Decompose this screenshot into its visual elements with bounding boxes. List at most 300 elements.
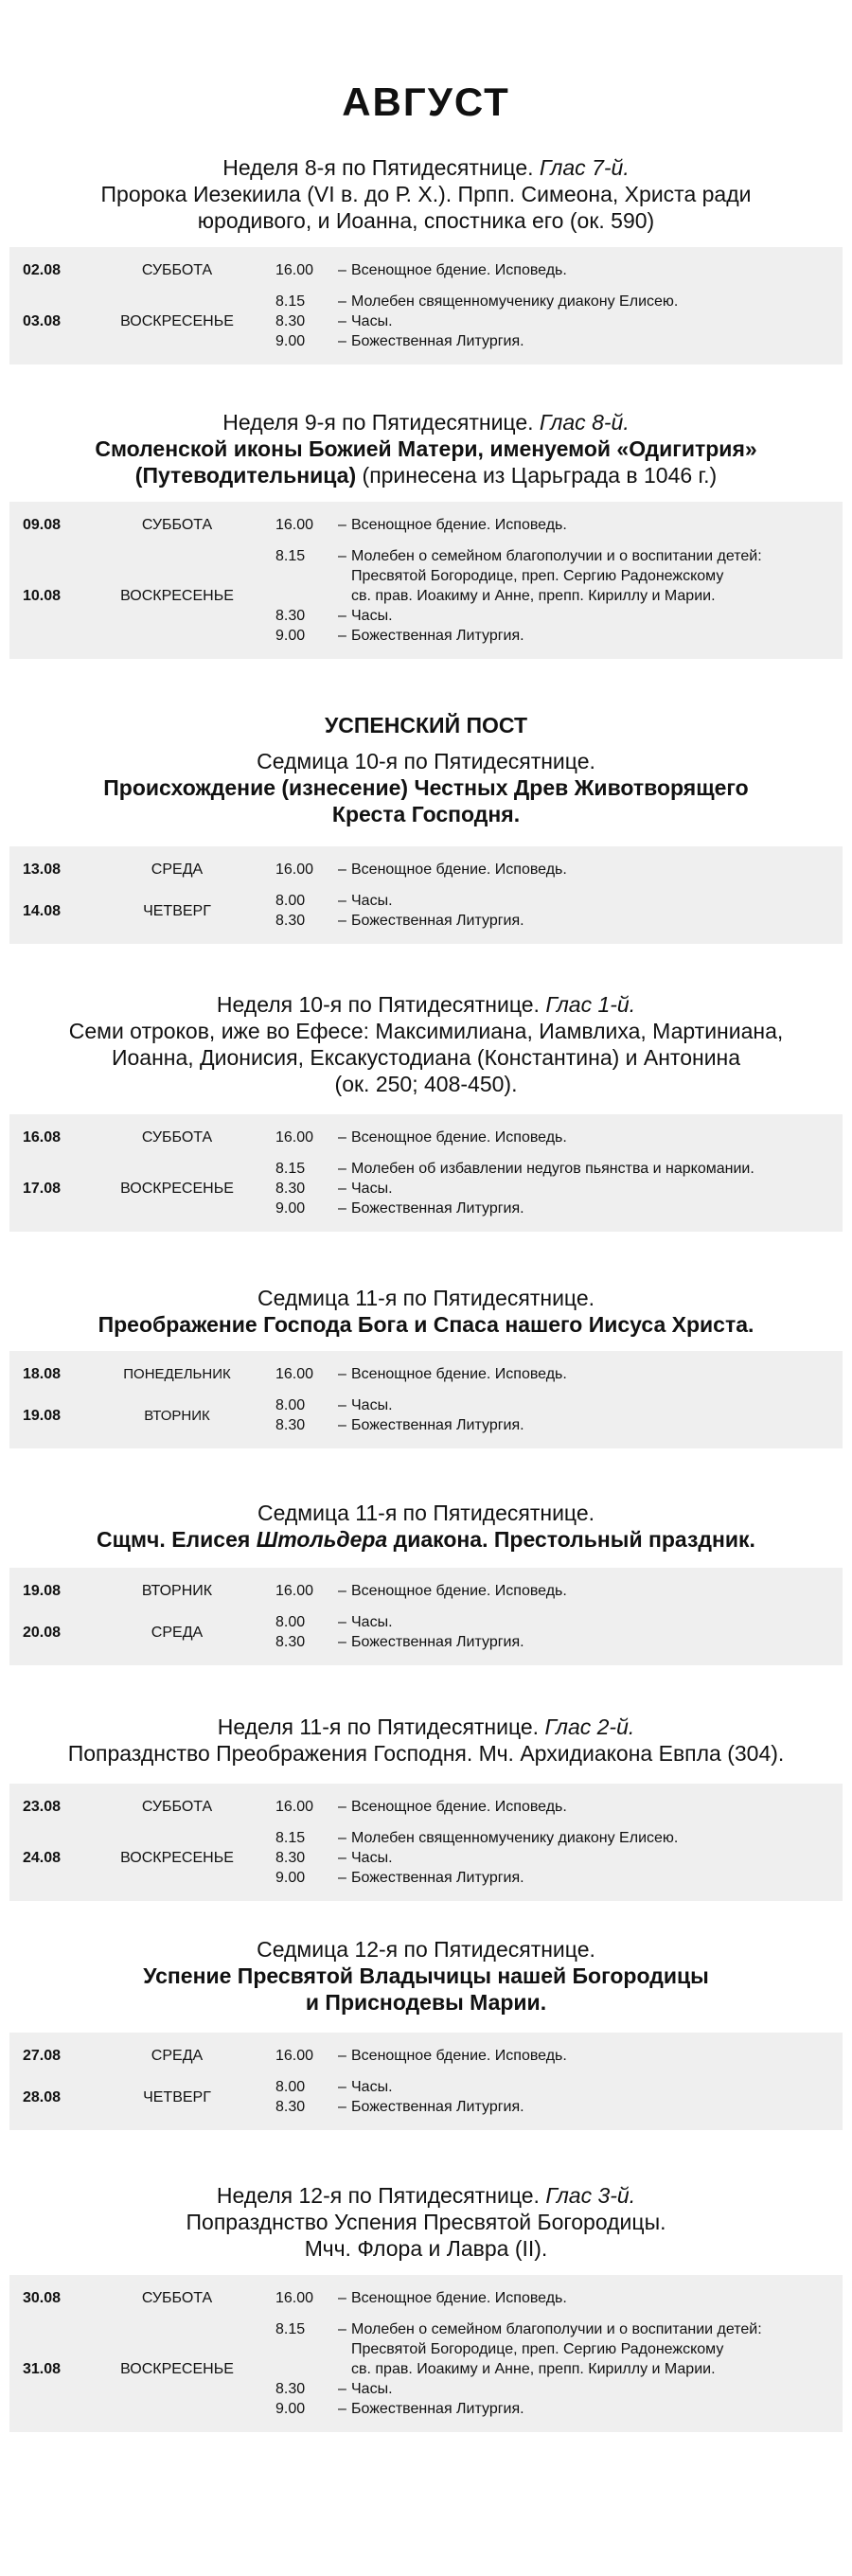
service-time: 9.00: [275, 1200, 306, 1217]
service-description: [338, 1364, 843, 1384]
header-text: Неделя 9-я по Пятидесятнице.: [222, 410, 540, 435]
service-text: Божественная Литургия.: [351, 913, 524, 929]
dash: –: [338, 1181, 346, 1197]
service-description: [338, 1179, 843, 1199]
service-description: [338, 2077, 843, 2097]
service-list: [260, 2046, 843, 2066]
weekday: ВОСКРЕСЕНЬЕ: [120, 588, 234, 604]
header-line: [38, 1963, 814, 1989]
header-line: [38, 409, 814, 435]
service-time: 8.30: [275, 1417, 306, 1433]
header-line: [38, 462, 814, 489]
dash: –: [338, 2079, 346, 2095]
section: [0, 1285, 852, 1448]
service-list: [260, 1159, 843, 1218]
date: 13.08: [23, 862, 62, 878]
service-text: Всенощное бдение. Исповедь.: [351, 1583, 567, 1599]
dash: –: [338, 1366, 346, 1382]
header-text: Неделя 10-я по Пятидесятнице.: [216, 992, 546, 1017]
dash: –: [338, 893, 346, 909]
service-description: [338, 1632, 843, 1652]
service-entry: [260, 2097, 843, 2117]
dash: –: [338, 608, 346, 624]
schedule-day: [9, 2046, 843, 2066]
service-entry: [260, 626, 843, 646]
date: 19.08: [23, 1583, 62, 1599]
header-text: Неделя 8-я по Пятидесятнице.: [222, 155, 540, 180]
service-list: [260, 1612, 843, 1652]
service-text: Всенощное бдение. Исповедь.: [351, 1129, 567, 1146]
section-header: [0, 1714, 852, 1767]
schedule-day: [9, 546, 843, 646]
service-text: Всенощное бдение. Исповедь.: [351, 2290, 567, 2306]
service-description: [338, 1415, 843, 1435]
service-entry: [260, 1364, 843, 1384]
section-header: [0, 1500, 852, 1553]
dash: –: [338, 517, 346, 533]
section-header: [0, 154, 852, 234]
service-description: [338, 260, 843, 280]
service-text: Молебен священномученику диакону Елисею.: [351, 1830, 679, 1846]
service-text: Всенощное бдение. Исповедь.: [351, 2048, 567, 2064]
month-title: АВГУСТ: [342, 80, 510, 124]
service-text: Часы.: [351, 1181, 393, 1197]
section-header: [0, 748, 852, 827]
header-text: Попразднство Успения Пресвятой Богородицы.: [186, 2210, 666, 2234]
header-text: Глас 8-й.: [539, 410, 630, 435]
header-text: Неделя 11-я по Пятидесятнице.: [217, 1714, 545, 1739]
section-header: [0, 2182, 852, 2262]
schedule-block: [9, 1351, 843, 1448]
service-description: [338, 1159, 843, 1179]
dash: –: [338, 1161, 346, 1177]
header-line: [38, 154, 814, 181]
service-text: Пресвятой Богородице, преп. Сергию Радонежскому: [351, 568, 724, 584]
dash: –: [338, 1397, 346, 1413]
section: [0, 1936, 852, 2130]
date: 10.08: [23, 588, 62, 604]
service-entry: [260, 311, 843, 331]
service-time: 9.00: [275, 2401, 306, 2417]
dash: –: [338, 548, 346, 564]
schedule-day: [9, 2288, 843, 2308]
service-description: [338, 292, 843, 311]
service-text: Божественная Литургия.: [351, 1634, 524, 1650]
header-text: Происхождение (изнесение) Честных Древ Животворящего: [103, 775, 749, 800]
schedule-day: [9, 515, 843, 535]
service-description: [338, 1828, 843, 1848]
header-text: Попразднство Преображения Господня. Мч. Архидиакона Евпла (304).: [67, 1741, 785, 1766]
service-entry: [260, 1848, 843, 1868]
section: [0, 2182, 852, 2432]
header-text: (ок. 250; 408-450).: [334, 1072, 518, 1096]
dash: –: [338, 2048, 346, 2064]
service-description: [338, 2319, 843, 2379]
service-text: Часы.: [351, 2381, 393, 2397]
service-list: [260, 1828, 843, 1888]
service-list: [260, 292, 843, 351]
weekday: ЧЕТВЕРГ: [143, 2088, 211, 2105]
header-text: (принесена из Царьграда в 1046 г.): [356, 463, 718, 488]
service-time: 8.15: [275, 293, 306, 310]
date: 18.08: [23, 1366, 62, 1382]
dash: –: [338, 1870, 346, 1886]
dash: –: [338, 2321, 346, 2337]
header-line: [38, 2182, 814, 2209]
service-entry: [260, 546, 843, 606]
service-list: [260, 1395, 843, 1435]
header-line: [38, 774, 814, 801]
service-time: 9.00: [275, 628, 306, 644]
header-line: [38, 748, 814, 774]
section: [0, 1500, 852, 1665]
service-text: Божественная Литургия.: [351, 1417, 524, 1433]
header-text: Седмица 12-я по Пятидесятнице.: [257, 1937, 595, 1962]
header-line: [38, 1936, 814, 1963]
service-text: Божественная Литургия.: [351, 333, 524, 349]
dash: –: [338, 1799, 346, 1815]
section: [0, 712, 852, 944]
service-list: [260, 860, 843, 879]
weekday: ВТОРНИК: [144, 1407, 210, 1424]
date: 14.08: [23, 902, 62, 919]
date: 31.08: [23, 2361, 62, 2377]
schedule-day: [9, 1395, 843, 1435]
service-entry: [260, 860, 843, 879]
schedule-day: [9, 2077, 843, 2117]
service-description: [338, 515, 843, 535]
schedule-day: [9, 1159, 843, 1218]
service-time: 16.00: [275, 1583, 314, 1599]
service-entry: [260, 1395, 843, 1415]
header-text: Неделя 12-я по Пятидесятнице.: [216, 2183, 546, 2208]
header-text: Глас 3-й.: [545, 2183, 636, 2208]
service-list: [260, 1797, 843, 1817]
service-time: 16.00: [275, 1366, 314, 1382]
service-entry: [260, 1179, 843, 1199]
service-entry: [260, 1797, 843, 1817]
service-description: [338, 860, 843, 879]
service-description: [338, 911, 843, 931]
service-time: 8.30: [275, 313, 306, 329]
service-entry: [260, 515, 843, 535]
service-time: 8.30: [275, 1634, 306, 1650]
date: 24.08: [23, 1850, 62, 1866]
service-entry: [260, 2288, 843, 2308]
service-description: [338, 606, 843, 626]
service-time: 8.30: [275, 1850, 306, 1866]
service-text: Всенощное бдение. Исповедь.: [351, 1799, 567, 1815]
schedule-day: [9, 260, 843, 280]
service-entry: [260, 891, 843, 911]
service-entry: [260, 911, 843, 931]
header-text: Успение Пресвятой Владычицы нашей Богородицы: [143, 1963, 709, 1988]
date: 17.08: [23, 1181, 62, 1197]
weekday: ПОНЕДЕЛЬНИК: [123, 1366, 231, 1382]
schedule-day: [9, 1128, 843, 1147]
service-text: Божественная Литургия.: [351, 1870, 524, 1886]
header-text: Глас 2-й.: [544, 1714, 635, 1739]
dash: –: [338, 1634, 346, 1650]
schedule-block: [9, 502, 843, 659]
header-text: Преображение Господа Бога и Спаса нашего Иисуса Христа.: [98, 1312, 754, 1337]
dash: –: [338, 2290, 346, 2306]
service-text: Молебен священномученику диакону Елисею.: [351, 293, 679, 310]
service-list: [260, 1581, 843, 1601]
header-line: [38, 1714, 814, 1740]
schedule-block: [9, 247, 843, 364]
service-description: [338, 311, 843, 331]
service-time: 16.00: [275, 2290, 314, 2306]
date: 28.08: [23, 2088, 62, 2105]
service-list: [260, 260, 843, 280]
schedule-day: [9, 1828, 843, 1888]
service-text: Часы.: [351, 1397, 393, 1413]
weekday: ВОСКРЕСЕНЬЕ: [120, 2361, 234, 2377]
service-time: 8.30: [275, 2381, 306, 2397]
service-text: Молебен об избавлении недугов пьянства и наркомании.: [351, 1161, 754, 1177]
service-time: 8.30: [275, 913, 306, 929]
header-line: [38, 1740, 814, 1767]
schedule-block: [9, 2275, 843, 2432]
service-text: Всенощное бдение. Исповедь.: [351, 517, 567, 533]
header-line: [38, 1071, 814, 1097]
header-line: [38, 181, 814, 207]
service-time: 8.30: [275, 2099, 306, 2115]
section: [0, 154, 852, 364]
dash: –: [338, 313, 346, 329]
service-time: 9.00: [275, 333, 306, 349]
service-time: 16.00: [275, 517, 314, 533]
service-text: Всенощное бдение. Исповедь.: [351, 1366, 567, 1382]
weekday: СУББОТА: [141, 1799, 213, 1815]
dash: –: [338, 628, 346, 644]
section: [0, 991, 852, 1232]
weekday: ВОСКРЕСЕНЬЕ: [120, 313, 234, 329]
service-description: [338, 1612, 843, 1632]
weekday: СУББОТА: [141, 262, 213, 278]
header-line: [38, 1285, 814, 1311]
service-time: 16.00: [275, 262, 314, 278]
header-text: Креста Господня.: [331, 802, 521, 826]
service-time: 16.00: [275, 862, 314, 878]
service-entry: [260, 1415, 843, 1435]
service-entry: [260, 2399, 843, 2419]
service-description: [338, 1199, 843, 1218]
service-description: [338, 1581, 843, 1601]
service-description: [338, 2288, 843, 2308]
header-text: Штольдера: [256, 1527, 388, 1552]
service-list: [260, 515, 843, 535]
header-text: Мчч. Флора и Лавра (II).: [304, 2236, 548, 2261]
service-text: Часы.: [351, 608, 393, 624]
schedule-block: [9, 1114, 843, 1232]
service-entry: [260, 1581, 843, 1601]
service-entry: [260, 2077, 843, 2097]
service-time: 8.30: [275, 608, 306, 624]
section-header: [0, 991, 852, 1097]
header-line: [38, 2209, 814, 2235]
dash: –: [338, 1200, 346, 1217]
header-text: Иоанна, Дионисия, Ексакустодиана (Константина) и Антонина: [111, 1045, 741, 1070]
header-line: [38, 207, 814, 234]
service-list: [260, 1364, 843, 1384]
service-text: Всенощное бдение. Исповедь.: [351, 862, 567, 878]
section: [0, 1714, 852, 1901]
service-time: 16.00: [275, 2048, 314, 2064]
header-line: [38, 991, 814, 1018]
service-text: Часы.: [351, 2079, 393, 2095]
service-description: [338, 1128, 843, 1147]
header-line: [38, 1018, 814, 1044]
date: 16.08: [23, 1129, 62, 1146]
service-description: [338, 626, 843, 646]
service-text: Молебен о семейном благополучии и о воспитании детей:: [351, 548, 762, 564]
schedule-block: [9, 1568, 843, 1665]
service-time: 16.00: [275, 1129, 314, 1146]
service-entry: [260, 1612, 843, 1632]
section: [0, 409, 852, 659]
header-text: Седмица 11-я по Пятидесятнице.: [257, 1286, 595, 1310]
service-entry: [260, 260, 843, 280]
service-time: 16.00: [275, 1799, 314, 1815]
header-text: Седмица 11-я по Пятидесятнице.: [257, 1501, 595, 1525]
service-time: 8.00: [275, 893, 306, 909]
service-text: Часы.: [351, 313, 393, 329]
header-line: [38, 1044, 814, 1071]
dash: –: [338, 2381, 346, 2397]
service-text: Божественная Литургия.: [351, 628, 524, 644]
weekday: СРЕДА: [151, 2048, 204, 2064]
weekday: ВОСКРЕСЕНЬЕ: [120, 1181, 234, 1197]
weekday: СУББОТА: [141, 1129, 213, 1146]
date: 23.08: [23, 1799, 62, 1815]
schedule-day: [9, 292, 843, 351]
dash: –: [338, 333, 346, 349]
date: 02.08: [23, 262, 62, 278]
service-text: Божественная Литургия.: [351, 2099, 524, 2115]
service-entry: [260, 292, 843, 311]
service-entry: [260, 1632, 843, 1652]
header-line: [38, 1311, 814, 1338]
header-text: Седмица 10-я по Пятидесятнице.: [257, 749, 595, 773]
service-text: Часы.: [351, 1850, 393, 1866]
weekday: СУББОТА: [141, 2290, 213, 2306]
service-description: [338, 1848, 843, 1868]
dash: –: [338, 1583, 346, 1599]
service-entry: [260, 1868, 843, 1888]
header-line: [38, 801, 814, 827]
schedule-day: [9, 1797, 843, 1817]
dash: –: [338, 1850, 346, 1866]
dash: –: [338, 862, 346, 878]
header-text: Смоленской иконы Божией Матери, именуемой «Одигитрия»: [95, 436, 757, 461]
dash: –: [338, 2401, 346, 2417]
header-text: Глас 1-й.: [545, 992, 636, 1017]
weekday: ВТОРНИК: [141, 1583, 213, 1599]
service-entry: [260, 606, 843, 626]
service-entry: [260, 1828, 843, 1848]
service-text: Пресвятой Богородице, преп. Сергию Радонежскому: [351, 2341, 724, 2357]
service-time: 8.15: [275, 2321, 306, 2337]
service-text: Молебен о семейном благополучии и о воспитании детей:: [351, 2321, 762, 2337]
dash: –: [338, 913, 346, 929]
dash: –: [338, 1417, 346, 1433]
service-text: св. прав. Иоакиму и Анне, препп. Кириллу и Марии.: [351, 2361, 716, 2377]
weekday: СУББОТА: [141, 517, 213, 533]
section-header: [0, 1285, 852, 1338]
header-text: и Приснодевы Марии.: [305, 1990, 547, 2015]
header-line: [38, 435, 814, 462]
dash: –: [338, 293, 346, 310]
date: 27.08: [23, 2048, 62, 2064]
service-description: [338, 331, 843, 351]
header-line: [38, 1989, 814, 2016]
date: 03.08: [23, 313, 62, 329]
header-text: Сщмч. Елисея: [97, 1527, 257, 1552]
service-entry: [260, 1128, 843, 1147]
schedule-block: [9, 2033, 843, 2130]
service-list: [260, 891, 843, 931]
service-entry: [260, 1199, 843, 1218]
section-header: [0, 409, 852, 489]
schedule-day: [9, 1612, 843, 1652]
weekday: ЧЕТВЕРГ: [143, 902, 211, 919]
header-text: диакона. Престольный праздник.: [387, 1527, 755, 1552]
service-description: [338, 2379, 843, 2399]
service-entry: [260, 2379, 843, 2399]
section-header: [0, 1936, 852, 2016]
header-text: юродивого, и Иоанна, спостника его (ок. 590): [197, 208, 655, 233]
service-list: [260, 2319, 843, 2419]
dash: –: [338, 1614, 346, 1630]
schedule-block: [9, 846, 843, 944]
date: 20.08: [23, 1624, 62, 1641]
weekday: ВОСКРЕСЕНЬЕ: [120, 1850, 234, 1866]
service-description: [338, 546, 843, 606]
schedule-day: [9, 1581, 843, 1601]
service-time: 8.15: [275, 1161, 306, 1177]
dash: –: [338, 2099, 346, 2115]
header-text: Пророка Иезекиила (VI в. до Р. Х.). Прпп. Симеона, Христа ради: [100, 182, 752, 206]
service-entry: [260, 1159, 843, 1179]
date: 09.08: [23, 517, 62, 533]
service-description: [338, 891, 843, 911]
service-text: св. прав. Иоакиму и Анне, препп. Кириллу и Марии.: [351, 588, 716, 604]
service-entry: [260, 2046, 843, 2066]
service-time: 8.15: [275, 1830, 306, 1846]
service-list: [260, 2077, 843, 2117]
service-text: Часы.: [351, 893, 393, 909]
lent-title: УСПЕНСКИЙ ПОСТ: [324, 713, 527, 737]
date: 19.08: [23, 1407, 62, 1424]
header-text: Глас 7-й.: [539, 155, 630, 180]
service-entry: [260, 2319, 843, 2379]
header-line: [38, 1500, 814, 1526]
service-description: [338, 2399, 843, 2419]
service-text: Всенощное бдение. Исповедь.: [351, 262, 567, 278]
date: 30.08: [23, 2290, 62, 2306]
schedule-day: [9, 1364, 843, 1384]
service-text: Часы.: [351, 1614, 393, 1630]
header-line: [38, 2235, 814, 2262]
service-description: [338, 2046, 843, 2066]
schedule-day: [9, 860, 843, 879]
header-text: (Путеводительница): [134, 463, 357, 488]
service-time: 8.00: [275, 1614, 306, 1630]
schedule-day: [9, 891, 843, 931]
dash: –: [338, 1129, 346, 1146]
